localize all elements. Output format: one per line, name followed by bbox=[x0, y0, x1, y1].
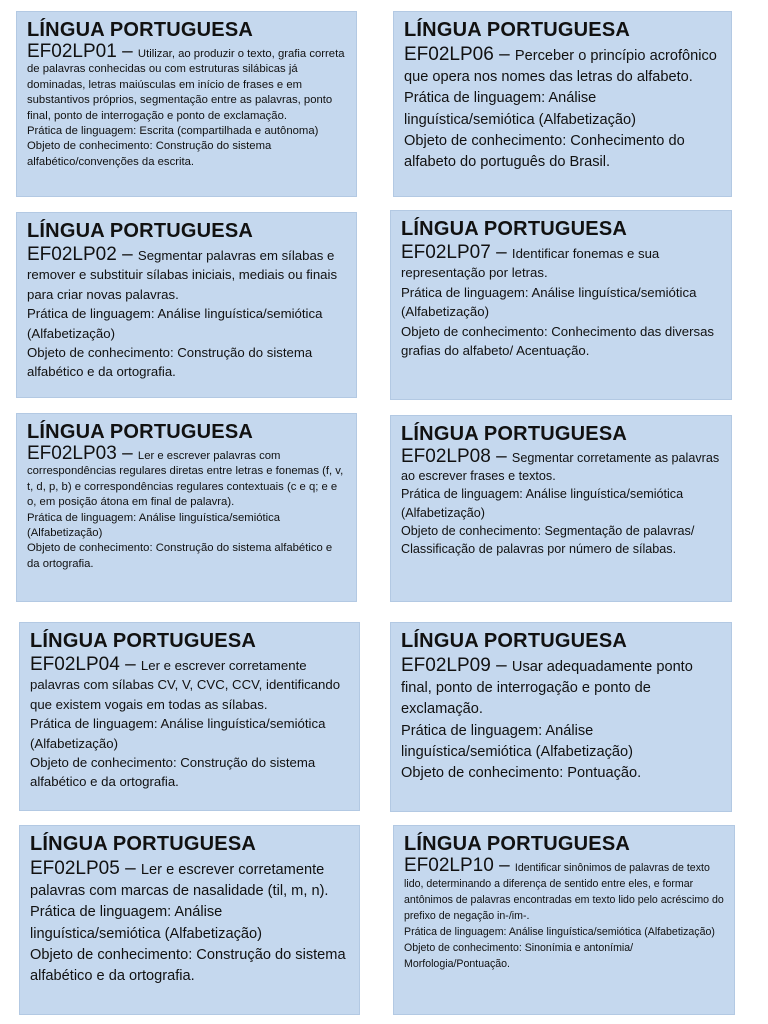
card-title: LÍNGUA PORTUGUESA bbox=[401, 630, 627, 652]
card-code: EF02LP03 bbox=[27, 443, 117, 464]
card-body: EF02LP10 – Identificar sinônimos de palavras de texto lido, determinando a diferença de sentido entre eles, e formar antônimos de palavras encontradas em texto lido pelo acréscimo do prefixo de negação in-/im-. Prática de linguagem: Análise linguística/semiótica (Alfabetização) Objeto de conhecimento: Sinonímia e antonímia/ Morfologia/Pontuação. bbox=[404, 855, 724, 970]
card-body: EF02LP05 – Ler e escrever corretamente palavras com marcas de nasalidade (til, m, n). Prática de linguagem: Análise linguística/semiótica (Alfabetização) Objeto de conhecimento: Construção do sistema alfabético e da ortografia. bbox=[30, 858, 349, 987]
card-title: LÍNGUA PORTUGUESA bbox=[401, 423, 627, 445]
card-title: LÍNGUA PORTUGUESA bbox=[30, 833, 256, 855]
card-objeto: Objeto de conhecimento: Construção do sistema alfabético/convenções da escrita. bbox=[27, 140, 272, 168]
card-ef02lp07 bbox=[390, 210, 732, 400]
card-code: EF02LP10 bbox=[404, 855, 494, 876]
card-body: EF02LP02 – Segmentar palavras em sílabas e remover e substituir sílabas iniciais, mediais ou finais para criar novas palavras. Prática de linguagem: Análise linguística/semiótica (Alfabetização) Objeto de conhecimento: Construção do sistema alfabético e da ortografia. bbox=[27, 245, 346, 382]
card-objeto: Objeto de conhecimento: Segmentação de palavras/ Classificação de palavras por número de sílabas. bbox=[401, 523, 695, 557]
card-pratica: Prática de linguagem: Análise linguística/semiótica (Alfabetização) bbox=[401, 284, 697, 320]
card-code: EF02LP06 bbox=[404, 44, 494, 65]
card-pratica: Prática de linguagem: Análise linguística/semiótica (Alfabetização) bbox=[30, 904, 262, 942]
card-objeto: Objeto de conhecimento: Construção do sistema alfabético e da ortografia. bbox=[27, 345, 313, 380]
card-objeto: Objeto de conhecimento: Pontuação. bbox=[401, 765, 642, 782]
card-description: Segmentar palavras em sílabas e remover e substituir sílabas iniciais, mediais ou finais para criar novas palavras. bbox=[27, 248, 338, 302]
card-description: Segmentar corretamente as palavras ao escrever frases e textos. bbox=[401, 451, 720, 484]
card-description: Identificar sinônimos de palavras de texto lido, determinando a diferença de sentido entre eles, e formar antônimos de palavras encontradas em texto lido pelo acréscimo do prefixo de negação in-/im-. bbox=[404, 862, 724, 922]
card-title: LÍNGUA PORTUGUESA bbox=[404, 19, 630, 41]
card-ef02lp04 bbox=[19, 622, 360, 811]
card-title: LÍNGUA PORTUGUESA bbox=[27, 421, 253, 443]
card-pratica: Prática de linguagem: Análise linguística/semiótica (Alfabetização) bbox=[401, 487, 684, 520]
card-code: EF02LP01 bbox=[27, 41, 117, 62]
card-body: EF02LP06 – Perceber o princípio acrofônico que opera nos nomes das letras do alfabeto. Prática de linguagem: Análise linguística/semiótica (Alfabetização) Objeto de conhecimento: Conhecimento do alfabeto do português do Brasil. bbox=[404, 44, 721, 173]
card-body: EF02LP01 – Utilizar, ao produzir o texto, grafia correta de palavras conhecidas ou com estruturas silábicas já dominadas, letras maiúsculas em início de frases e em substantivos próprios, segmentação entre as palavras, ponto final, ponto de interrogação e ponto de exclamação. Prática de linguagem: Escrita (compartilhada e autônoma) Objeto de conhecimento: Construção do sistema alfabético/convenções da escrita. bbox=[27, 44, 346, 170]
card-code: EF02LP02 bbox=[27, 244, 117, 265]
card-ef02lp08 bbox=[390, 415, 732, 602]
card-objeto: Objeto de conhecimento: Sinonímia e antonímia/ Morfologia/Pontuação. bbox=[404, 942, 634, 970]
card-title: LÍNGUA PORTUGUESA bbox=[27, 220, 253, 242]
card-body: EF02LP04 – Ler e escrever corretamente palavras com sílabas CV, V, CVC, CCV, identificando que existem vogais em todas as sílabas. Prática de linguagem: Análise linguística/semiótica (Alfabetização) Objeto de conhecimento: Construção do sistema alfabético e da ortografia. bbox=[30, 655, 349, 792]
card-title: LÍNGUA PORTUGUESA bbox=[30, 630, 256, 652]
card-code: EF02LP04 bbox=[30, 654, 120, 675]
card-ef02lp09 bbox=[390, 622, 732, 812]
card-description: Usar adequadamente ponto final, ponto de interrogação e ponto de exclamação. bbox=[401, 659, 693, 718]
card-ef02lp05 bbox=[19, 825, 360, 1015]
card-ef02lp02 bbox=[16, 212, 357, 398]
card-code: EF02LP05 bbox=[30, 858, 120, 879]
card-body: EF02LP08 – Segmentar corretamente as palavras ao escrever frases e textos. Prática de linguagem: Análise linguística/semiótica (Alfabetização) Objeto de conhecimento: Segmentação de palavras/ Classificação de palavras por número de sílabas. bbox=[401, 448, 721, 558]
card-ef02lp10 bbox=[393, 825, 735, 1015]
card-ef02lp01 bbox=[16, 11, 357, 197]
card-pratica: Prática de linguagem: Análise linguística/semiótica (Alfabetização) bbox=[404, 926, 715, 938]
card-title: LÍNGUA PORTUGUESA bbox=[401, 218, 627, 240]
card-description: Ler e escrever palavras com correspondências regulares diretas entre letras e fonemas (f, v, t, d, p, b) e correspondências regulares contextuais (c e q; e e o, em posição átona em final de palavra). bbox=[27, 450, 344, 509]
card-objeto: Objeto de conhecimento: Conhecimento do alfabeto do português do Brasil. bbox=[404, 132, 685, 171]
card-description: Ler e escrever corretamente palavras com marcas de nasalidade (til, m, n). bbox=[30, 862, 329, 900]
card-pratica: Prática de linguagem: Análise linguística/semiótica (Alfabetização) bbox=[27, 306, 323, 341]
card-title: LÍNGUA PORTUGUESA bbox=[404, 833, 630, 855]
card-pratica: Prática de linguagem: Análise linguística/semiótica (Alfabetização) bbox=[30, 716, 326, 751]
card-description: Utilizar, ao produzir o texto, grafia correta de palavras conhecidas ou com estruturas silábicas já dominadas, letras maiúsculas em início de frases e em substantivos próprios, segmentação entre as palavras, ponto final, ponto de interrogação e ponto de exclamação. bbox=[27, 48, 345, 122]
card-ef02lp06 bbox=[393, 11, 732, 197]
card-code: EF02LP08 bbox=[401, 446, 491, 467]
card-objeto: Objeto de conhecimento: Construção do sistema alfabético e da ortografia. bbox=[27, 542, 333, 570]
card-pratica: Prática de linguagem: Análise linguística/semiótica (Alfabetização) bbox=[401, 722, 633, 760]
card-body: EF02LP03 – Ler e escrever palavras com correspondências regulares diretas entre letras e fonemas (f, v, t, d, p, b) e correspondências regulares contextuais (c e q; e e o, em posição átona em final de palavra). Prática de linguagem: Análise linguística/semiótica (Alfabetização) Objeto de conhecimento: Construção do sistema alfabético e da ortografia. bbox=[27, 446, 346, 572]
card-description: Identificar fonemas e sua representação por letras. bbox=[401, 246, 660, 281]
card-objeto: Objeto de conhecimento: Conhecimento das diversas grafias do alfabeto/ Acentuação. bbox=[401, 323, 715, 359]
card-pratica: Prática de linguagem: Escrita (compartilhada e autônoma) bbox=[27, 125, 319, 138]
card-description: Ler e escrever corretamente palavras com sílabas CV, V, CVC, CCV, identificando que existem vogais em todas as sílabas. bbox=[30, 658, 341, 712]
card-pratica: Prática de linguagem: Análise linguística/semiótica (Alfabetização) bbox=[404, 90, 636, 128]
card-body: EF02LP09 – Usar adequadamente ponto final, ponto de interrogação e ponto de exclamação. Prática de linguagem: Análise linguística/semiótica (Alfabetização) Objeto de conhecimento: Pontuação. bbox=[401, 655, 721, 784]
card-ef02lp03 bbox=[16, 413, 357, 602]
card-objeto: Objeto de conhecimento: Construção do sistema alfabético e da ortografia. bbox=[30, 755, 316, 790]
card-description: Perceber o princípio acrofônico que opera nos nomes das letras do alfabeto. bbox=[404, 48, 717, 86]
card-body: EF02LP07 – Identificar fonemas e sua representação por letras. Prática de linguagem: Análise linguística/semiótica (Alfabetização) Objeto de conhecimento: Conhecimento das diversas grafias do alfabeto/ Acentuação. bbox=[401, 243, 721, 360]
card-code: EF02LP07 bbox=[401, 242, 491, 263]
card-code: EF02LP09 bbox=[401, 655, 491, 676]
card-pratica: Prática de linguagem: Análise linguística/semiótica (Alfabetização) bbox=[27, 511, 281, 540]
card-objeto: Objeto de conhecimento: Construção do sistema alfabético e da ortografia. bbox=[30, 946, 346, 985]
card-title: LÍNGUA PORTUGUESA bbox=[27, 19, 253, 41]
